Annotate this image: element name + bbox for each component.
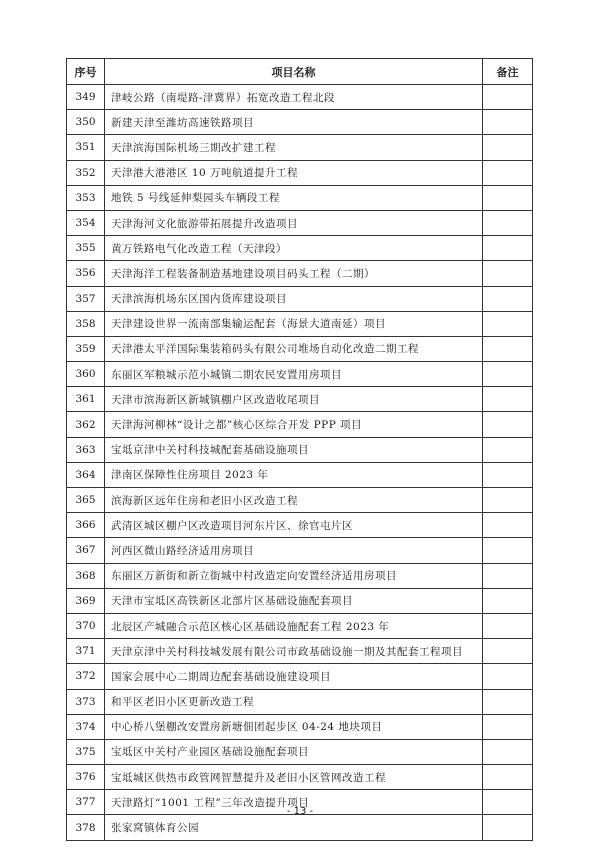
row-remarks: [483, 664, 533, 689]
row-remarks: [483, 437, 533, 462]
row-remarks: [483, 613, 533, 638]
row-serial-number: 358: [67, 311, 105, 336]
row-remarks: [483, 236, 533, 261]
row-remarks: [483, 210, 533, 235]
row-serial-number: 362: [67, 412, 105, 437]
page-number: - 13 -: [286, 806, 314, 817]
row-project-name: 天津海河柳林“设计之都”核心区综合开发 PPP 项目: [105, 412, 483, 437]
row-remarks: [483, 362, 533, 387]
row-project-name: 宝坻京津中关村科技城配套基础设施项目: [105, 437, 483, 462]
row-project-name: 武清区城区棚户区改造项目河东片区、徐官屯片区: [105, 513, 483, 538]
row-serial-number: 373: [67, 689, 105, 714]
row-project-name: 津南区保障性住房项目 2023 年: [105, 462, 483, 487]
row-serial-number: 353: [67, 185, 105, 210]
row-remarks: [483, 714, 533, 739]
row-serial-number: 363: [67, 437, 105, 462]
row-project-name: 宝坻城区供热市政管网智慧提升及老旧小区管网改造工程: [105, 765, 483, 790]
row-project-name: 津岐公路（南堤路-津冀界）拓宽改造工程北段: [105, 85, 483, 110]
row-project-name: 新建天津至潍坊高速铁路项目: [105, 110, 483, 135]
table-row: [67, 236, 533, 261]
row-remarks: [483, 261, 533, 286]
row-project-name: 东丽区万新街和新立街城中村改造定向安置经济适用房项目: [105, 563, 483, 588]
header-serial-number: 序号: [67, 59, 105, 85]
row-serial-number: 372: [67, 664, 105, 689]
table-row: [67, 286, 533, 311]
row-serial-number: 352: [67, 160, 105, 185]
table-row: [67, 739, 533, 764]
row-project-name: 天津海河文化旅游带拓展提升改造项目: [105, 210, 483, 235]
row-project-name: 天津海洋工程装备制造基地建设项目码头工程（二期）: [105, 261, 483, 286]
table-row: [67, 765, 533, 790]
row-serial-number: 361: [67, 387, 105, 412]
table-row: [67, 563, 533, 588]
table-row: [67, 588, 533, 613]
row-serial-number: 369: [67, 588, 105, 613]
table-body: [67, 85, 533, 841]
row-serial-number: 366: [67, 513, 105, 538]
row-project-name: 天津市滨海新区新城镇棚户区改造收尾项目: [105, 387, 483, 412]
row-remarks: [483, 563, 533, 588]
row-project-name: 天津市宝坻区高铁新区北部片区基础设施配套项目: [105, 588, 483, 613]
row-remarks: [483, 815, 533, 840]
table-row: [67, 311, 533, 336]
row-remarks: [483, 412, 533, 437]
row-project-name: 和平区老旧小区更新改造工程: [105, 689, 483, 714]
table-header-row: [67, 59, 533, 85]
row-serial-number: 371: [67, 639, 105, 664]
table-row: [67, 538, 533, 563]
table-row: [67, 185, 533, 210]
row-serial-number: 374: [67, 714, 105, 739]
table-row: [67, 664, 533, 689]
row-serial-number: 357: [67, 286, 105, 311]
row-serial-number: 351: [67, 135, 105, 160]
table-row: [67, 336, 533, 361]
row-serial-number: 359: [67, 336, 105, 361]
row-serial-number: 364: [67, 462, 105, 487]
row-remarks: [483, 739, 533, 764]
row-remarks: [483, 160, 533, 185]
table-row: [67, 110, 533, 135]
row-project-name: 黄万铁路电气化改造工程（天津段）: [105, 236, 483, 261]
row-remarks: [483, 336, 533, 361]
row-serial-number: 365: [67, 488, 105, 513]
row-project-name: 北辰区产城融合示范区核心区基础设施配套工程 2023 年: [105, 613, 483, 638]
row-remarks: [483, 588, 533, 613]
row-remarks: [483, 185, 533, 210]
row-remarks: [483, 538, 533, 563]
row-project-name: 天津滨海国际机场三期改扩建工程: [105, 135, 483, 160]
table-row: [67, 513, 533, 538]
row-serial-number: 377: [67, 790, 105, 815]
table-row: [67, 85, 533, 110]
row-project-name: 天津港太平洋国际集装箱码头有限公司堆场自动化改造二期工程: [105, 336, 483, 361]
row-remarks: [483, 513, 533, 538]
row-serial-number: 375: [67, 739, 105, 764]
row-project-name: 滨海新区远年住房和老旧小区改造工程: [105, 488, 483, 513]
row-remarks: [483, 135, 533, 160]
row-remarks: [483, 286, 533, 311]
row-remarks: [483, 765, 533, 790]
row-remarks: [483, 488, 533, 513]
row-project-name: 河西区微山路经济适用房项目: [105, 538, 483, 563]
row-project-name: 国家会展中心二期周边配套基础设施建设项目: [105, 664, 483, 689]
row-project-name: 天津滨海机场东区国内货库建设项目: [105, 286, 483, 311]
row-project-name: 天津路灯“1001 工程”三年改造提升项目: [105, 790, 483, 815]
table-row: [67, 639, 533, 664]
row-serial-number: 354: [67, 210, 105, 235]
row-serial-number: 356: [67, 261, 105, 286]
row-serial-number: 368: [67, 563, 105, 588]
row-remarks: [483, 85, 533, 110]
row-serial-number: 349: [67, 85, 105, 110]
row-project-name: 天津港大港港区 10 万吨航道提升工程: [105, 160, 483, 185]
row-project-name: 宝坻区中关村产业园区基础设施配套项目: [105, 739, 483, 764]
row-serial-number: 376: [67, 765, 105, 790]
row-project-name: 天津建设世界一流南部集输运配套（海景大道南延）项目: [105, 311, 483, 336]
table-row: [67, 437, 533, 462]
row-project-name: 地铁 5 号线延伸梨园头车辆段工程: [105, 185, 483, 210]
table-row: [67, 462, 533, 487]
row-project-name: 东丽区军粮城示范小城镇二期农民安置用房项目: [105, 362, 483, 387]
table-row: [67, 815, 533, 840]
row-serial-number: 355: [67, 236, 105, 261]
table-row: [67, 412, 533, 437]
table-row: [67, 261, 533, 286]
row-serial-number: 367: [67, 538, 105, 563]
row-serial-number: 360: [67, 362, 105, 387]
row-remarks: [483, 689, 533, 714]
row-remarks: [483, 462, 533, 487]
table-row: [67, 613, 533, 638]
header-project-name: 项目名称: [105, 59, 483, 85]
table-row: [67, 689, 533, 714]
row-remarks: [483, 311, 533, 336]
project-table: [66, 58, 533, 841]
row-serial-number: 370: [67, 613, 105, 638]
row-serial-number: 378: [67, 815, 105, 840]
row-project-name: 天津京津中关村科技城发展有限公司市政基础设施一期及其配套工程项目: [105, 639, 483, 664]
row-remarks: [483, 387, 533, 412]
row-project-name: 中心桥八堡棚改安置房新塘佃团起步区 04-24 地块项目: [105, 714, 483, 739]
project-table-container: [66, 58, 532, 841]
table-row: [67, 362, 533, 387]
row-remarks: [483, 110, 533, 135]
header-remarks: 备注: [483, 59, 533, 85]
row-project-name: 张家窝镇体育公园: [105, 815, 483, 840]
row-remarks: [483, 639, 533, 664]
table-row: [67, 210, 533, 235]
row-serial-number: 350: [67, 110, 105, 135]
table-row: [67, 714, 533, 739]
table-row: [67, 135, 533, 160]
table-row: [67, 387, 533, 412]
table-row: [67, 488, 533, 513]
table-row: [67, 160, 533, 185]
